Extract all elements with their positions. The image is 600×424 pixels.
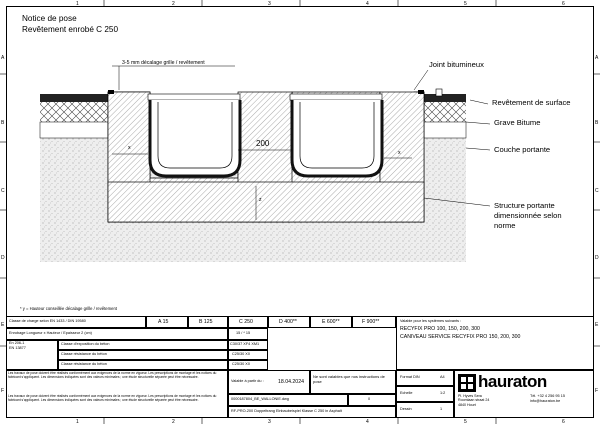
scale-value: 1:2 [440,391,446,395]
column-label: 4 [366,419,369,424]
row-label: D [595,255,599,261]
column-label: 1 [76,1,79,7]
title-line-2: Revêtement enrobé C 250 [22,25,119,34]
quality-row-1-value: C30/37 XF4 XM1 [230,342,260,346]
drawing-caption: RF-PRO-200 Doppeltrang Einbaubeispiel Klasse C 250 in Asphalt [231,409,342,413]
installation-note-2: Les travaux de pose doivent être réalisés conformément aux exigences de la norme en vigueur. Les prescriptions de montage et les notices du fabricant s'appliquent. Les dimensions indiquées sont des valeurs minimales ; une étude structurelle séparée peut être nécessaire. [8,394,217,403]
installation-note-1: Les travaux de pose doivent être réalisés conformément aux exigences de la norme en vigueur. Les prescriptions de montage et les notices du fabricant s'appliquent. Les dimensions indiquées sont des valeurs minimales ; une étude structurelle séparée peut être nécessaire. [8,371,217,380]
footnote: * y = Hauteur conseillée décalage grille / revêtement [20,306,117,311]
row-label: B [595,120,599,126]
dimension-x-right: x [398,150,401,156]
callout-joint: Joint bitumineux [429,60,484,69]
scale-label: Echelle [400,391,413,395]
row-label: A [1,55,5,61]
valid-from-date: 18.04.2024 [278,379,304,385]
valid-systems-label: Valable pour les systèmes suivants : [400,319,462,323]
row-label: E [595,322,599,328]
quality-row-1-label: Classe d'exposition du béton [61,342,110,346]
class-a15: A 15 [158,319,169,325]
sheet-value: 1 [440,407,443,411]
column-label: 4 [366,1,369,7]
quality-row-2-value: C25/30 X0 [232,352,250,356]
class-b125: B 125 [199,319,213,325]
grave-left [40,102,108,122]
document-index: 0 [368,397,371,401]
row-label: E [1,322,5,328]
channel-left [150,100,240,176]
quality-row-2-label: Classe résistance du béton [61,352,107,356]
callout-couche: Couche portante [494,145,551,154]
brand-name: hauraton [478,372,547,391]
callout-structure-1: Structure portante [494,201,555,210]
dimension-x-left: x [128,145,131,151]
class-d400: D 400** [279,319,297,325]
row-label: A [595,55,599,61]
column-label: 3 [268,419,271,424]
column-label: 1 [76,419,79,424]
quality-row-3-label: Classe résistance du béton [61,362,107,366]
column-label: 5 [464,419,467,424]
hauraton-logo-icon [458,374,476,392]
class-c250: C 250 [239,319,253,325]
callout-structure-2: dimensionnée selon [494,211,562,220]
title-line-1: Notice de pose [22,14,77,23]
class-header: Classe de charge selon EN 1433 / DIN 19580 [9,319,86,323]
asphalt-left [40,94,108,102]
valid-systems-2: CANIVEAU SERVICE RECYFIX PRO 150, 200, 300 [400,334,521,340]
sheet-label: Dessin [400,407,412,411]
quality-norm-2: EN 13877 [9,346,26,350]
brand-address: Pl. Hyves Sera Roomlaan straat 24 4840 Hourt [458,394,490,407]
column-label: 2 [172,419,175,424]
offset-label: 3-5 mm décalage grille / revêtement [122,60,205,66]
brand-email: info@hauraton.be [530,399,561,403]
concrete-row-label: Enrobage Longueur x Hauteur / Epaisseur 2 (cm) [9,331,92,335]
dimension-200: 200 [256,139,270,148]
column-label: 5 [464,1,467,7]
not-valid-note: Ne sont valables que nos instructions de pose [313,374,385,384]
column-label: 2 [172,1,175,7]
callout-grave: Grave Bitume [494,118,541,127]
channel-right [292,100,382,176]
column-label: 3 [268,1,271,7]
document-number: 0000187804_BE_WALLONIE.dwg [231,397,289,401]
concrete-row-value: 15 / * 15 [236,331,251,335]
valid-systems-1: RECYFIX PRO 100, 150, 200, 300 [400,326,480,332]
grate-left [148,94,240,100]
class-f900: F 900** [362,319,380,325]
column-label: 6 [562,419,565,424]
brand-phone: Tél. +32 4 256 95 15 [530,394,565,398]
callout-surface: Revêtement de surface [492,98,571,107]
callout-structure-3: norme [494,221,516,230]
column-label: 6 [562,1,565,7]
dimension-z: z [259,197,262,203]
valid-from-label: Valable à partir du : [231,379,264,383]
quality-row-3-value: C25/30 X0 [232,362,250,366]
row-label: F [595,388,599,394]
class-e600: E 600** [322,319,340,325]
quality-norm-1: En 206-1 [9,341,25,345]
format-label: Format DIN [400,375,420,379]
row-label: C [1,188,5,194]
row-label: F [1,388,5,394]
grate-right [290,94,382,100]
row-label: D [1,255,5,261]
row-label: B [1,120,5,126]
format-value: A4 [440,375,445,379]
row-label: C [595,188,599,194]
